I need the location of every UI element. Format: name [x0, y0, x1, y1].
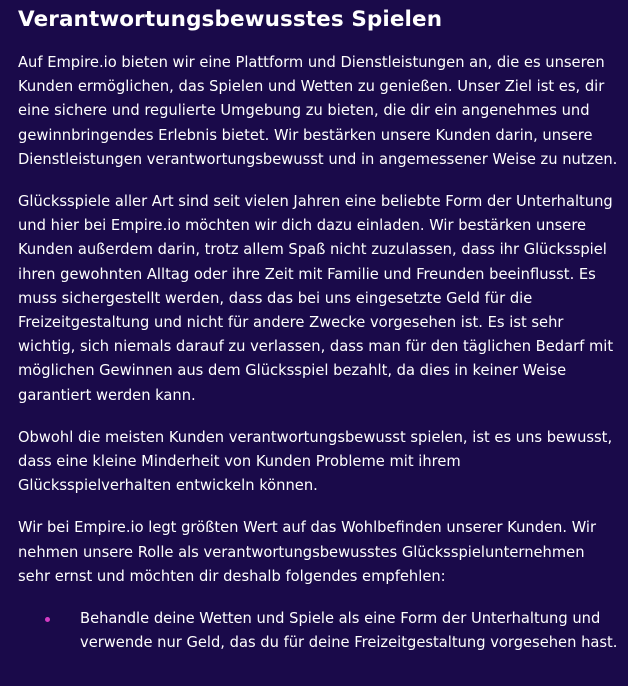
recommendation-text: Behandle deine Wetten und Spiele als eine Form der Unterhaltung und verwende nur Geld, das du für deine Freizeitgestaltung vorgesehen hast.: [80, 610, 618, 652]
paragraph-wellbeing: Wir bei Empire.io legt größten Wert auf das Wohlbefinden unserer Kunden. Wir nehmen unsere Rolle als verantwortungsbewusstes Glücksspielunternehmen sehr ernst und möchten dir deshalb folgendes empfehlen:: [18, 519, 597, 585]
list-item: [18, 607, 618, 655]
bullet-dot-icon: [45, 617, 50, 622]
paragraph-intro: Auf Empire.io bieten wir eine Plattform und Dienstleistungen an, die es unseren Kunden ermöglichen, das Spielen und Wetten zu genießen. Unser Ziel ist es, dir eine sichere und regulierte Umgebung zu bieten, die dir ein angenehmes und gewinnbringendes Erlebnis bietet. Wir bestärken unsere Kunden darin, unsere Dienstleistungen verantwortungsbewusst und in angemessener Weise zu nutzen.: [18, 54, 618, 168]
section-title: Verantwortungsbewusstes Spielen: [18, 7, 443, 32]
paragraph-minority-problems: Obwohl die meisten Kunden verantwortungsbewusst spielen, ist es uns bewusst, dass eine kleine Minderheit von Kunden Probleme mit ihrem Glücksspielverhalten entwickeln können.: [18, 428, 613, 495]
paragraph-gambling-entertainment: Glücksspiele aller Art sind seit vielen Jahren eine beliebte Form der Unterhaltung und hier bei Empire.io möchten wir dich dazu einladen. Wir bestärken unsere Kunden außerdem darin, trotz allem Spaß nicht zuzulassen, dass ihr Glücksspiel ihren gewohnten Alltag oder ihre Zeit mit Familie und Freunden beeinflusst. Es muss sichergestellt werden, dass das bei uns eingesetzte Geld für die Freizeitgestaltung und nicht für andere Zwecke vorgesehen ist. Es ist sehr wichtig, sich niemals darauf zu verlassen, dass man für den täglichen Bedarf mit möglichen Gewinnen aus dem Glücksspiel bezahlt, da dies in keiner Weise garantiert werden kann.: [18, 193, 614, 404]
recommendation-list: [18, 607, 618, 655]
